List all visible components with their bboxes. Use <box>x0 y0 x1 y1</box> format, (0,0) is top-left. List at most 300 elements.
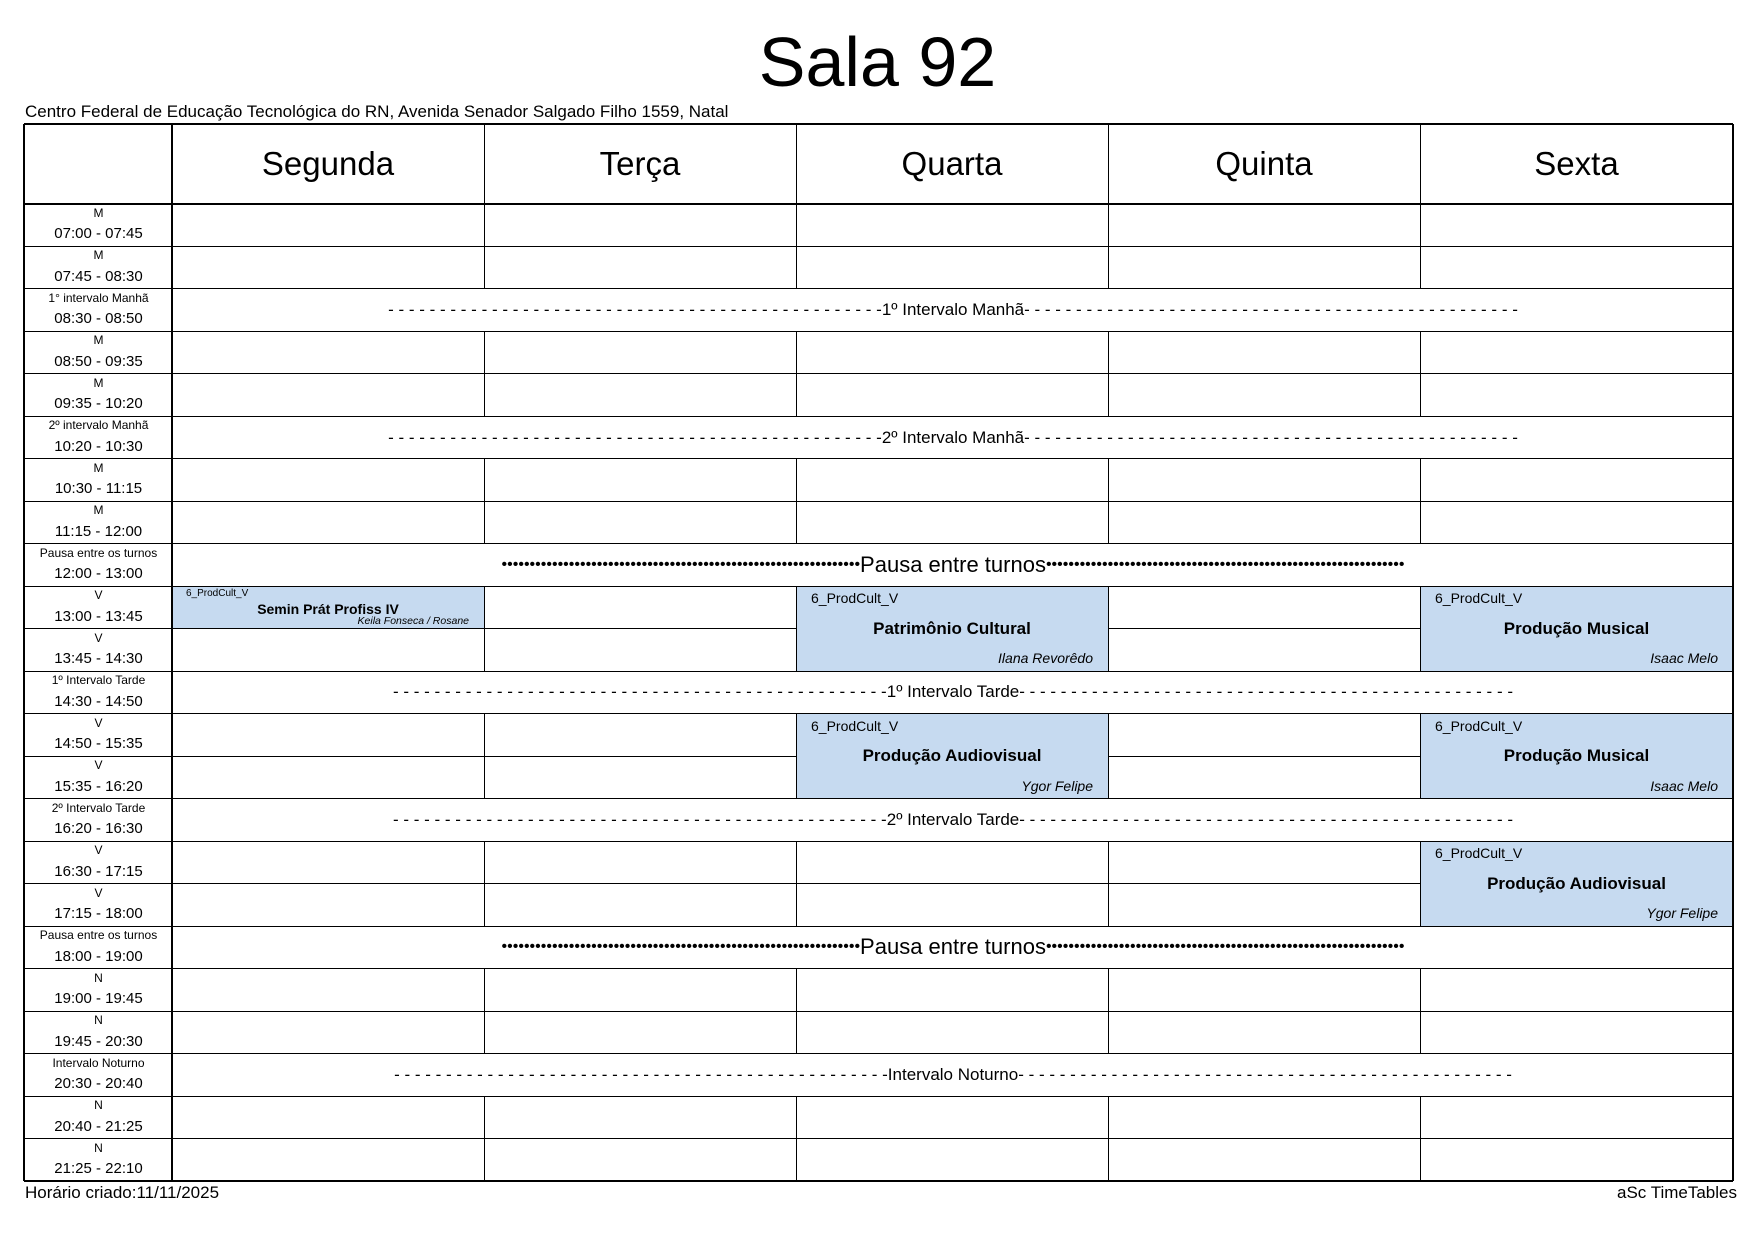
period-time: 11:15 - 12:00 <box>54 522 143 540</box>
column-line <box>484 501 485 543</box>
row-line <box>1108 1053 1420 1054</box>
period-time: 21:25 - 22:10 <box>54 1159 143 1177</box>
row-line <box>484 458 796 459</box>
column-line <box>484 1011 485 1053</box>
row-line <box>796 713 1108 714</box>
period-time: 07:00 - 07:45 <box>54 225 143 243</box>
column-line <box>1108 204 1109 246</box>
row-line <box>172 671 484 672</box>
row-line <box>172 1096 484 1097</box>
column-line <box>1420 204 1421 246</box>
period-label: 1º Intervalo Tarde <box>51 673 146 688</box>
column-line <box>1108 1096 1109 1138</box>
row-line <box>1108 288 1420 289</box>
row-line <box>796 543 1108 544</box>
time-slot <box>25 331 172 373</box>
row-line <box>172 926 484 927</box>
column-line <box>484 374 485 416</box>
break-label: 2º Intervalo Tarde <box>886 809 1020 829</box>
lesson-card[interactable] <box>172 586 484 628</box>
row-line <box>796 1096 1108 1097</box>
break-label: Intervalo Noturno <box>887 1064 1019 1084</box>
column-line <box>1420 374 1421 416</box>
lesson-teacher: Ygor Felipe <box>1021 777 1093 794</box>
period-label: Pausa entre os turnos <box>39 928 158 943</box>
row-line <box>24 841 172 842</box>
day-header: Quinta <box>1215 145 1313 182</box>
row-line <box>24 543 172 544</box>
time-slot <box>25 289 172 331</box>
row-line <box>24 1053 172 1054</box>
break-filler: - - - - - - - - - - - - - - - - - - - - - - - - - - - - - - - - - - - - - - - - - - - - - - - - <box>393 809 887 829</box>
row-line <box>1420 1096 1733 1097</box>
break-row <box>173 289 1733 331</box>
break-filler: - - - - - - - - - - - - - - - - - - - - - - - - - - - - - - - - - - - - - - - - - - - - - - - - <box>1018 1064 1512 1084</box>
column-line <box>1108 586 1109 628</box>
time-slot <box>25 1096 172 1138</box>
column-line <box>796 204 797 246</box>
row-line <box>484 713 796 714</box>
row-line <box>24 1011 172 1012</box>
row-line <box>796 288 1108 289</box>
period-time: 13:45 - 14:30 <box>54 650 143 668</box>
column-line <box>796 629 797 671</box>
lesson-teacher: Keila Fonseca / Rosane <box>357 614 469 627</box>
column-line <box>1420 884 1421 926</box>
period-time: 08:50 - 09:35 <box>54 352 143 370</box>
period-time: 14:50 - 15:35 <box>54 735 143 753</box>
period-label: Intervalo Noturno <box>52 1055 145 1070</box>
break-filler: •••••••••••••••••••••••••••••••••••••••••••••••••••••••••••••••• <box>1045 556 1405 574</box>
row-line <box>24 926 172 927</box>
row-line <box>484 586 796 587</box>
row-line <box>1420 841 1733 842</box>
row-line <box>24 586 172 587</box>
time-slot <box>25 969 172 1011</box>
row-line <box>172 501 484 502</box>
time-slot <box>25 416 172 458</box>
lesson-class: 6_ProdCult_V <box>811 717 899 734</box>
break-filler: - - - - - - - - - - - - - - - - - - - - - - - - - - - - - - - - - - - - - - - - - - - - - - - - <box>394 1064 888 1084</box>
lesson-card[interactable] <box>796 586 1108 671</box>
column-line <box>484 204 485 246</box>
row-line <box>484 288 796 289</box>
row-line <box>1108 373 1420 374</box>
row-line <box>484 968 796 969</box>
column-line <box>1420 1139 1421 1181</box>
column-line <box>484 459 485 501</box>
row-line <box>484 416 796 417</box>
break-label: Pausa entre turnos <box>860 934 1046 960</box>
column-line <box>1108 331 1109 373</box>
row-line <box>796 841 1108 842</box>
row-line <box>1420 246 1733 247</box>
time-slot <box>25 756 172 798</box>
break-filler: - - - - - - - - - - - - - - - - - - - - - - - - - - - - - - - - - - - - - - - - - - - - - - - - <box>1024 427 1518 447</box>
row-line <box>1420 458 1733 459</box>
row-line <box>1108 798 1420 799</box>
row-line <box>172 1138 484 1139</box>
row-line <box>1108 883 1420 884</box>
page-title: Sala 92 <box>758 23 997 101</box>
column-line <box>796 501 797 543</box>
row-line <box>484 1053 796 1054</box>
column-line <box>1108 629 1109 671</box>
row-line <box>796 926 1108 927</box>
lesson-subject: Semin Prát Profiss IV <box>257 601 399 618</box>
lesson-subject: Produção Musical <box>1503 746 1650 766</box>
column-line <box>1420 331 1421 373</box>
time-slot <box>25 586 172 628</box>
row-line <box>796 968 1108 969</box>
column-line <box>484 629 485 671</box>
period-label: M <box>93 375 104 390</box>
time-slot <box>25 926 172 968</box>
period-time: 20:40 - 21:25 <box>54 1117 143 1135</box>
column-line <box>484 124 485 204</box>
period-label: M <box>93 206 104 220</box>
day-header: Quarta <box>901 145 1003 182</box>
period-label: N <box>94 1098 103 1113</box>
column-line <box>1420 586 1421 628</box>
period-time: 19:00 - 19:45 <box>54 990 143 1008</box>
period-label: M <box>93 460 104 475</box>
row-line <box>796 1138 1108 1139</box>
period-time: 17:15 - 18:00 <box>54 905 143 923</box>
period-label: M <box>93 248 104 263</box>
row-line <box>1420 586 1733 587</box>
row-line <box>172 543 484 544</box>
column-line <box>484 1096 485 1138</box>
row-line <box>1420 798 1733 799</box>
period-time: 16:20 - 16:30 <box>54 820 143 838</box>
row-line <box>796 1011 1108 1012</box>
row-line <box>796 331 1108 332</box>
header-separator <box>24 203 1733 206</box>
time-slot <box>25 1011 172 1053</box>
row-line <box>1108 331 1420 332</box>
row-line <box>24 458 172 459</box>
column-line <box>484 331 485 373</box>
column-line <box>1420 969 1421 1011</box>
column-line <box>1108 246 1109 288</box>
time-slot <box>25 884 172 926</box>
period-time: 08:30 - 08:50 <box>54 310 143 328</box>
row-line <box>1108 841 1420 842</box>
row-line <box>1108 968 1420 969</box>
row-line <box>172 288 484 289</box>
column-line <box>1108 841 1109 883</box>
row-line <box>1108 1096 1420 1097</box>
column-line <box>1420 1011 1421 1053</box>
column-line <box>796 756 797 798</box>
row-line <box>484 1138 796 1139</box>
column-line <box>484 969 485 1011</box>
period-time: 20:30 - 20:40 <box>54 1075 143 1093</box>
row-line <box>1108 1011 1420 1012</box>
row-line <box>484 756 796 757</box>
period-time: 14:30 - 14:50 <box>54 692 143 710</box>
row-line <box>796 671 1108 672</box>
period-time: 13:00 - 13:45 <box>54 607 143 625</box>
period-time: 19:45 - 20:30 <box>54 1032 143 1050</box>
lesson-teacher: Ilana Revorêdo <box>998 650 1093 667</box>
break-row <box>173 416 1733 458</box>
time-slot <box>25 374 172 416</box>
period-time: 15:35 - 16:20 <box>54 777 143 795</box>
break-filler: - - - - - - - - - - - - - - - - - - - - - - - - - - - - - - - - - - - - - - - - - - - - - - - - <box>1019 809 1513 829</box>
period-label: 2º intervalo Manhã <box>48 418 149 433</box>
row-line <box>24 288 172 289</box>
row-line <box>172 416 484 417</box>
period-label: V <box>94 758 103 773</box>
period-time: 18:00 - 19:00 <box>54 947 143 965</box>
time-slot <box>25 246 172 288</box>
break-filler: - - - - - - - - - - - - - - - - - - - - - - - - - - - - - - - - - - - - - - - - - - - - - - - - <box>393 682 887 702</box>
row-line <box>796 501 1108 502</box>
row-line <box>1420 373 1733 374</box>
row-line <box>796 373 1108 374</box>
row-line <box>24 968 172 969</box>
period-time: 09:35 - 10:20 <box>54 395 143 413</box>
row-line <box>1108 628 1420 629</box>
row-line <box>484 628 796 629</box>
row-line <box>1108 416 1420 417</box>
lesson-subject: Produção Musical <box>1503 618 1650 638</box>
column-line <box>1420 841 1421 883</box>
column-line <box>796 586 797 628</box>
row-line <box>172 1053 484 1054</box>
column-line <box>1108 884 1109 926</box>
lesson-card[interactable] <box>1420 841 1733 926</box>
row-line <box>1108 926 1420 927</box>
column-line <box>796 1011 797 1053</box>
day-header: Terça <box>599 145 681 182</box>
row-line <box>484 798 796 799</box>
column-line <box>796 124 797 204</box>
table-border-top <box>24 123 1733 126</box>
column-line <box>1108 459 1109 501</box>
column-line <box>796 1139 797 1181</box>
row-line <box>172 246 484 247</box>
break-label: 2º Intervalo Manhã <box>881 427 1025 447</box>
row-line <box>484 543 796 544</box>
row-line <box>172 883 484 884</box>
column-line <box>1108 501 1109 543</box>
period-time: 16:30 - 17:15 <box>54 862 143 880</box>
row-line <box>1108 543 1420 544</box>
row-line <box>172 458 484 459</box>
column-line <box>796 714 797 756</box>
column-line <box>1108 374 1109 416</box>
column-line <box>484 884 485 926</box>
period-time: 07:45 - 08:30 <box>54 267 143 285</box>
lesson-subject: Produção Audiovisual <box>862 746 1042 766</box>
row-line <box>1108 501 1420 502</box>
column-line <box>484 756 485 798</box>
row-line <box>172 1011 484 1012</box>
row-line <box>24 501 172 502</box>
break-filler: •••••••••••••••••••••••••••••••••••••••••••••••••••••••••••••••• <box>501 938 861 956</box>
column-line <box>1420 246 1421 288</box>
period-time: 10:30 - 11:15 <box>54 480 143 498</box>
table-border-right <box>1732 124 1735 1181</box>
time-slot <box>25 714 172 756</box>
column-line <box>796 969 797 1011</box>
break-label: 1º Intervalo Tarde <box>886 682 1020 702</box>
break-filler: •••••••••••••••••••••••••••••••••••••••••••••••••••••••••••••••• <box>1045 938 1405 956</box>
period-label: Pausa entre os turnos <box>39 545 158 560</box>
column-line <box>1420 501 1421 543</box>
row-line <box>1420 926 1733 927</box>
row-line <box>24 373 172 374</box>
column-line <box>796 331 797 373</box>
break-filler: - - - - - - - - - - - - - - - - - - - - - - - - - - - - - - - - - - - - - - - - - - - - - - - - <box>1024 300 1518 320</box>
lesson-class: 6_ProdCult_V <box>1435 845 1523 862</box>
row-line <box>484 1096 796 1097</box>
lesson-card[interactable] <box>796 714 1108 799</box>
row-line <box>172 373 484 374</box>
column-line <box>1108 124 1109 204</box>
break-filler: •••••••••••••••••••••••••••••••••••••••••••••••••••••••••••••••• <box>501 556 861 574</box>
lesson-class: 6_ProdCult_V <box>1435 590 1523 607</box>
row-line <box>24 1138 172 1139</box>
row-line <box>1420 1011 1733 1012</box>
row-line <box>172 968 484 969</box>
table-border-bottom <box>24 1180 1733 1183</box>
time-slot <box>25 1139 172 1181</box>
column-line <box>796 884 797 926</box>
row-line <box>796 798 1108 799</box>
row-line <box>1108 458 1420 459</box>
lesson-card[interactable] <box>1420 714 1733 799</box>
row-line <box>796 458 1108 459</box>
time-slot <box>25 501 172 543</box>
break-label: 1º Intervalo Manhã <box>881 300 1025 320</box>
period-time: 12:00 - 13:00 <box>54 565 143 583</box>
column-line <box>1108 1139 1109 1181</box>
row-line <box>24 331 172 332</box>
row-line <box>1108 246 1420 247</box>
lesson-subject: Patrimônio Cultural <box>873 618 1031 638</box>
break-row <box>173 926 1733 968</box>
lesson-card[interactable] <box>1420 586 1733 671</box>
column-line <box>484 714 485 756</box>
table-border-left <box>23 124 26 1181</box>
break-filler: - - - - - - - - - - - - - - - - - - - - - - - - - - - - - - - - - - - - - - - - - - - - - - - - <box>1019 682 1513 702</box>
row-line <box>796 416 1108 417</box>
column-line <box>1108 969 1109 1011</box>
time-slot <box>25 544 172 586</box>
column-line <box>1108 756 1109 798</box>
row-line <box>484 373 796 374</box>
column-line <box>484 586 485 628</box>
row-line <box>24 628 172 629</box>
creation-date: Horário criado:11/11/2025 <box>25 1183 220 1202</box>
column-line <box>484 1139 485 1181</box>
row-line <box>1420 416 1733 417</box>
row-line <box>172 841 484 842</box>
column-line <box>484 841 485 883</box>
row-line <box>484 1011 796 1012</box>
row-line <box>24 246 172 247</box>
row-line <box>172 628 484 629</box>
row-line <box>24 798 172 799</box>
lesson-subject: Produção Audiovisual <box>1487 873 1666 893</box>
period-label: V <box>94 630 103 645</box>
period-label: M <box>93 503 104 518</box>
column-line <box>1420 124 1421 204</box>
column-line <box>1420 1096 1421 1138</box>
software-credit: aSc TimeTables <box>1617 1183 1737 1202</box>
row-line <box>484 671 796 672</box>
time-slot <box>25 671 172 713</box>
row-line <box>1108 671 1420 672</box>
column-line <box>796 246 797 288</box>
row-line <box>1108 713 1420 714</box>
row-line <box>172 756 484 757</box>
time-slot <box>25 799 172 841</box>
break-filler: - - - - - - - - - - - - - - - - - - - - - - - - - - - - - - - - - - - - - - - - - - - - - - - - <box>388 300 882 320</box>
period-label: V <box>94 715 103 730</box>
column-line <box>1420 629 1421 671</box>
period-label: N <box>94 1013 103 1028</box>
row-line <box>1108 586 1420 587</box>
row-line <box>484 883 796 884</box>
time-slot <box>25 1054 172 1096</box>
row-line <box>1108 756 1420 757</box>
row-line <box>484 331 796 332</box>
row-line <box>796 883 1108 884</box>
lesson-teacher: Isaac Melo <box>1650 777 1718 794</box>
period-label: N <box>94 970 103 985</box>
row-line <box>172 798 484 799</box>
row-line <box>172 713 484 714</box>
period-label: V <box>94 588 103 603</box>
column-line <box>796 374 797 416</box>
column-line <box>1420 459 1421 501</box>
break-row <box>173 671 1733 713</box>
lesson-class: 6_ProdCult_V <box>186 588 249 600</box>
row-line <box>1420 1053 1733 1054</box>
row-line <box>484 926 796 927</box>
row-line <box>796 586 1108 587</box>
row-line <box>1420 543 1733 544</box>
row-line <box>796 1053 1108 1054</box>
row-line <box>172 331 484 332</box>
row-line <box>484 841 796 842</box>
time-slot <box>25 204 172 246</box>
row-line <box>1420 288 1733 289</box>
break-filler: - - - - - - - - - - - - - - - - - - - - - - - - - - - - - - - - - - - - - - - - - - - - - - - - <box>388 427 882 447</box>
lesson-class: 6_ProdCult_V <box>811 590 899 607</box>
column-line <box>796 841 797 883</box>
row-line <box>172 586 484 587</box>
school-address: Centro Federal de Educação Tecnológica do RN, Avenida Senador Salgado Filho 1559, Natal <box>25 102 729 121</box>
time-slot <box>25 629 172 671</box>
period-time: 10:20 - 10:30 <box>54 437 143 455</box>
time-column-separator <box>171 124 174 1181</box>
row-line <box>24 1096 172 1097</box>
row-line <box>1420 713 1733 714</box>
day-header: Segunda <box>261 145 395 182</box>
period-label: V <box>94 843 103 858</box>
column-line <box>796 459 797 501</box>
time-slot <box>25 459 172 501</box>
period-label: N <box>94 1140 103 1155</box>
break-row <box>173 1054 1733 1096</box>
row-line <box>24 756 172 757</box>
